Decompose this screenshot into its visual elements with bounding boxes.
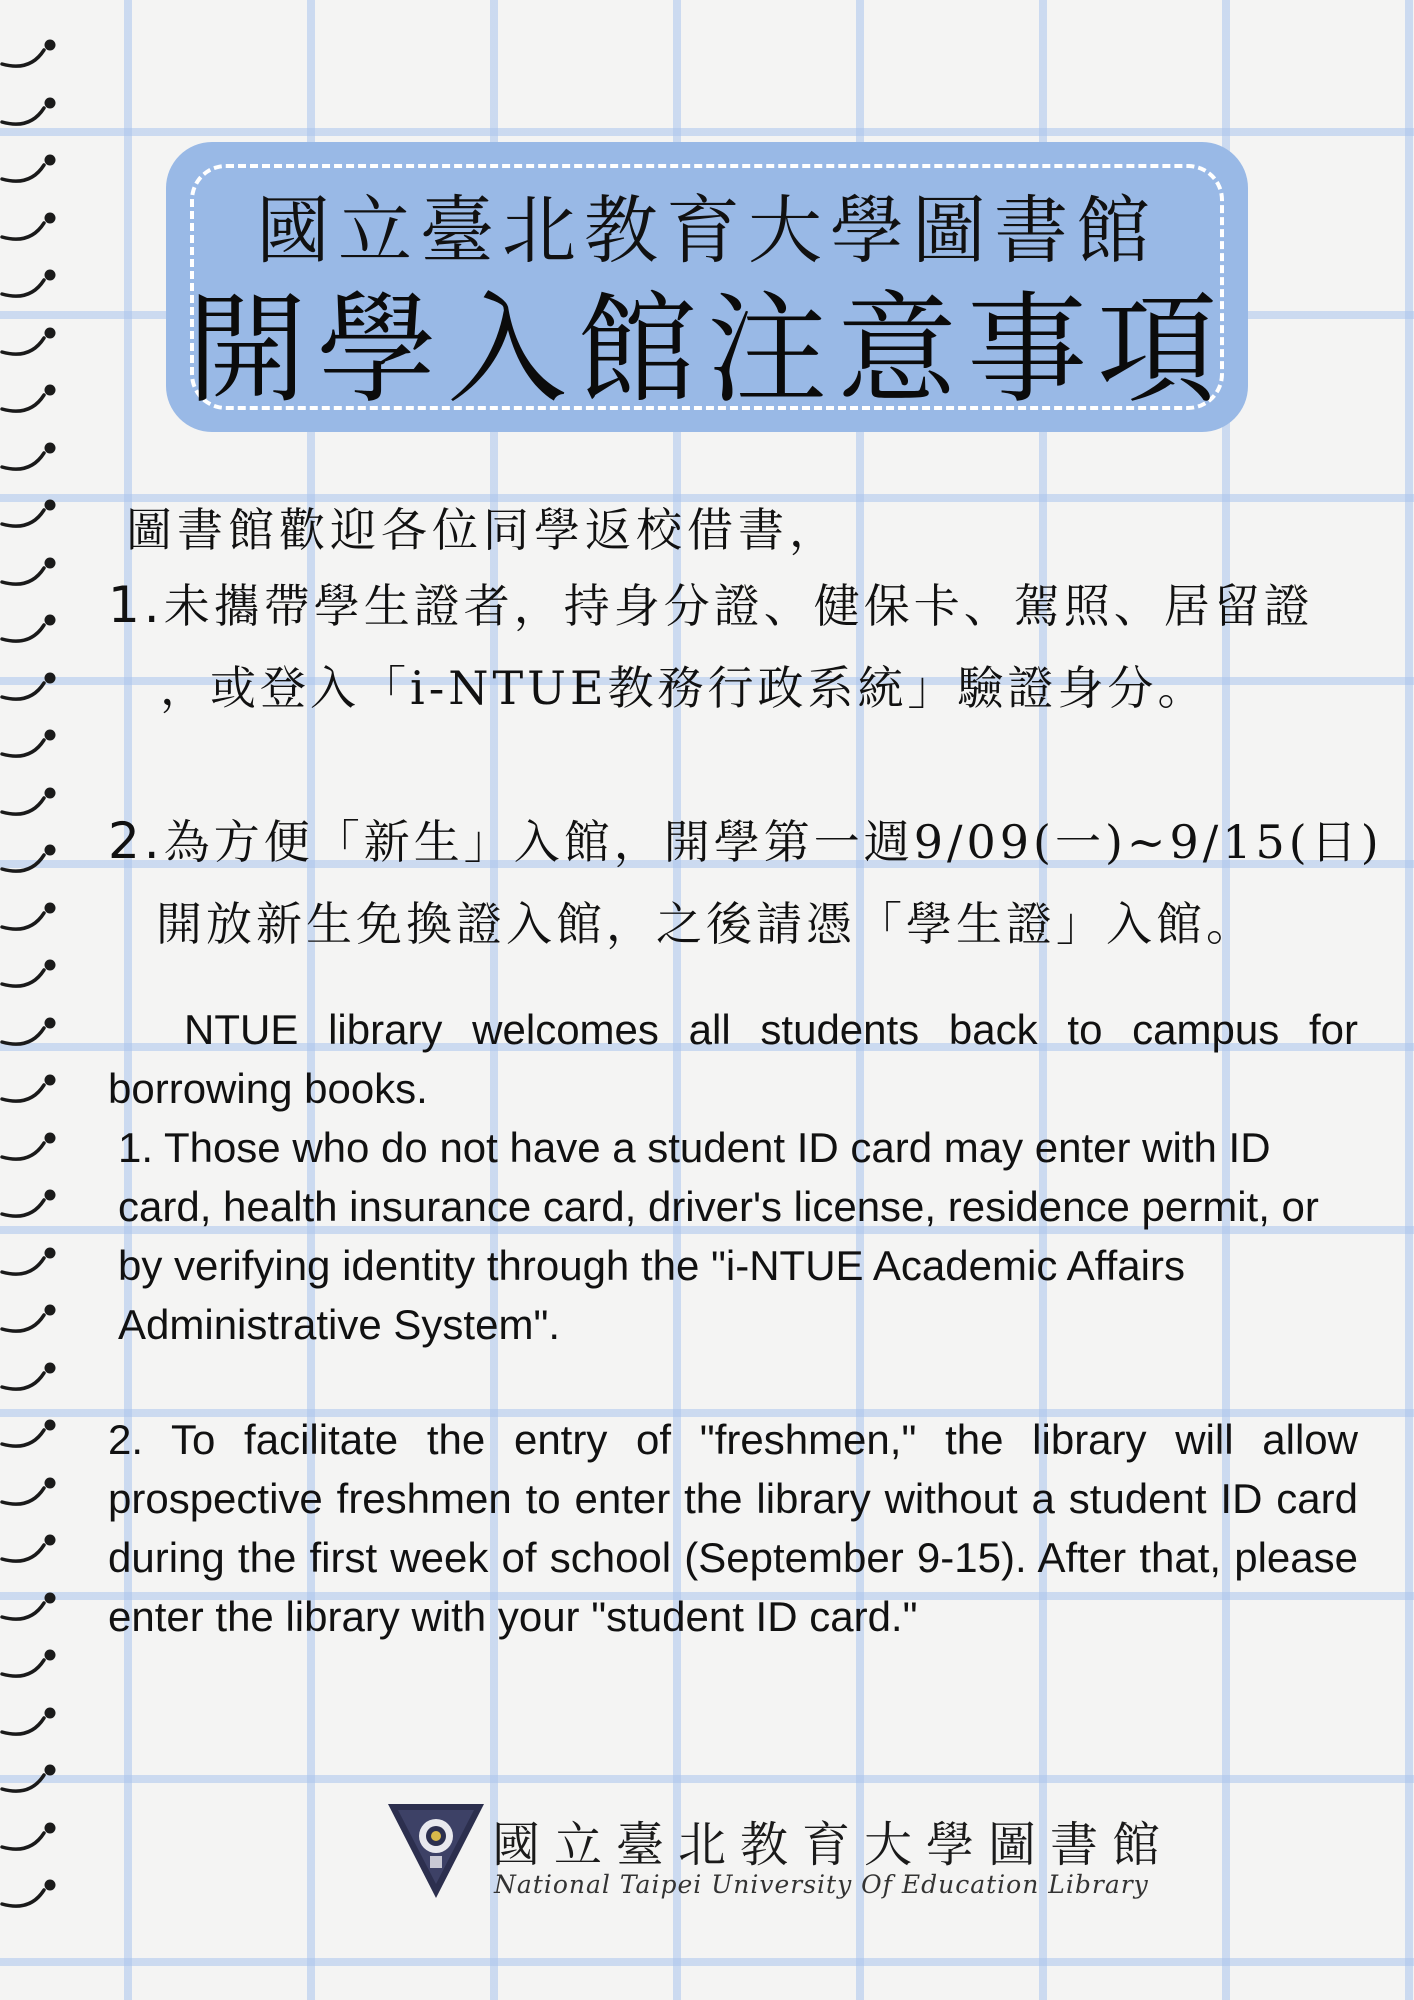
spiral-coil [0,1468,64,1508]
spiral-coil [0,1353,64,1393]
zh-item1-number: 1. [108,576,164,634]
spiral-coil [0,663,64,703]
spiral-coil [0,30,64,70]
spiral-coil [0,490,64,530]
spiral-coil [0,88,64,128]
spiral-coil [0,605,64,645]
zh-welcome-text: 圖書館歡迎各位同學返校借書， [126,503,840,557]
spiral-coil [0,1065,64,1105]
en-item1-paragraph: 1. Those who do not have a student ID card may enter with ID card, health insurance card, driver's license, residence permit, or by verifying identity through the "i-NTUE Academic Affairs Administrative System". [118,1124,1319,1348]
footer-library-name-zh: 國立臺北教育大學圖書館 [492,1817,1175,1873]
spiral-binding [0,30,70,1970]
spiral-coil [0,1123,64,1163]
spiral-coil [0,375,64,415]
spiral-coil [0,1583,64,1623]
zh-item2-line1 [108,806,1383,872]
spiral-coil [0,260,64,300]
spiral-coil [0,950,64,990]
en-item2-paragraph: 2. To facilitate the entry of "freshmen," the library will allow prospective freshmen to enter the library without a student ID card during the first week of school (September 9-15). After that, please enter the library with your "student ID card." [108,1416,1358,1640]
university-emblem-icon [386,1800,486,1900]
title-banner [166,142,1248,432]
spiral-coil [0,1813,64,1853]
spiral-coil [0,1698,64,1738]
spiral-coil [0,1870,64,1910]
spiral-coil [0,1410,64,1450]
spiral-coil [0,893,64,933]
spiral-coil [0,778,64,818]
spiral-coil [0,835,64,875]
spiral-coil [0,433,64,473]
zh-item1-text: 未攜帶學生證者，持身分證、健保卡、駕照、居留證 [163,579,1314,633]
spiral-coil [0,203,64,243]
spiral-coil [0,1755,64,1795]
zh-item2-line2: 開放新生免換證入館，之後請憑「學生證」入館。 [156,897,1256,951]
zh-item2-number: 2. [108,812,164,870]
footer-library-name-en: National Taipei University Of Education Library [494,1870,1149,1899]
footer-logo [386,1800,1175,1910]
spiral-coil [0,1295,64,1335]
spiral-coil [0,1008,64,1048]
spiral-coil [0,1180,64,1220]
zh-item2-text: 為方便「新生」入館，開學第一週9/09(一)~9/15(日) [163,815,1383,869]
spiral-coil [0,318,64,358]
spiral-coil [0,720,64,760]
title-notice-heading: 開學入館注意事項 [187,281,1227,420]
spiral-coil [0,1525,64,1565]
spiral-coil [0,145,64,185]
spiral-coil [0,1640,64,1680]
en-welcome-paragraph: NTUE library welcomes all students back to campus for borrowing books. [108,1006,1358,1112]
zh-item1-line2: ，或登入「i-NTUE教務行政系統」驗證身分。 [160,661,1208,715]
spiral-coil [0,548,64,588]
spiral-coil [0,1238,64,1278]
zh-item1-line1 [108,570,1314,636]
title-library-name: 國立臺北教育大學圖書館 [256,188,1158,274]
